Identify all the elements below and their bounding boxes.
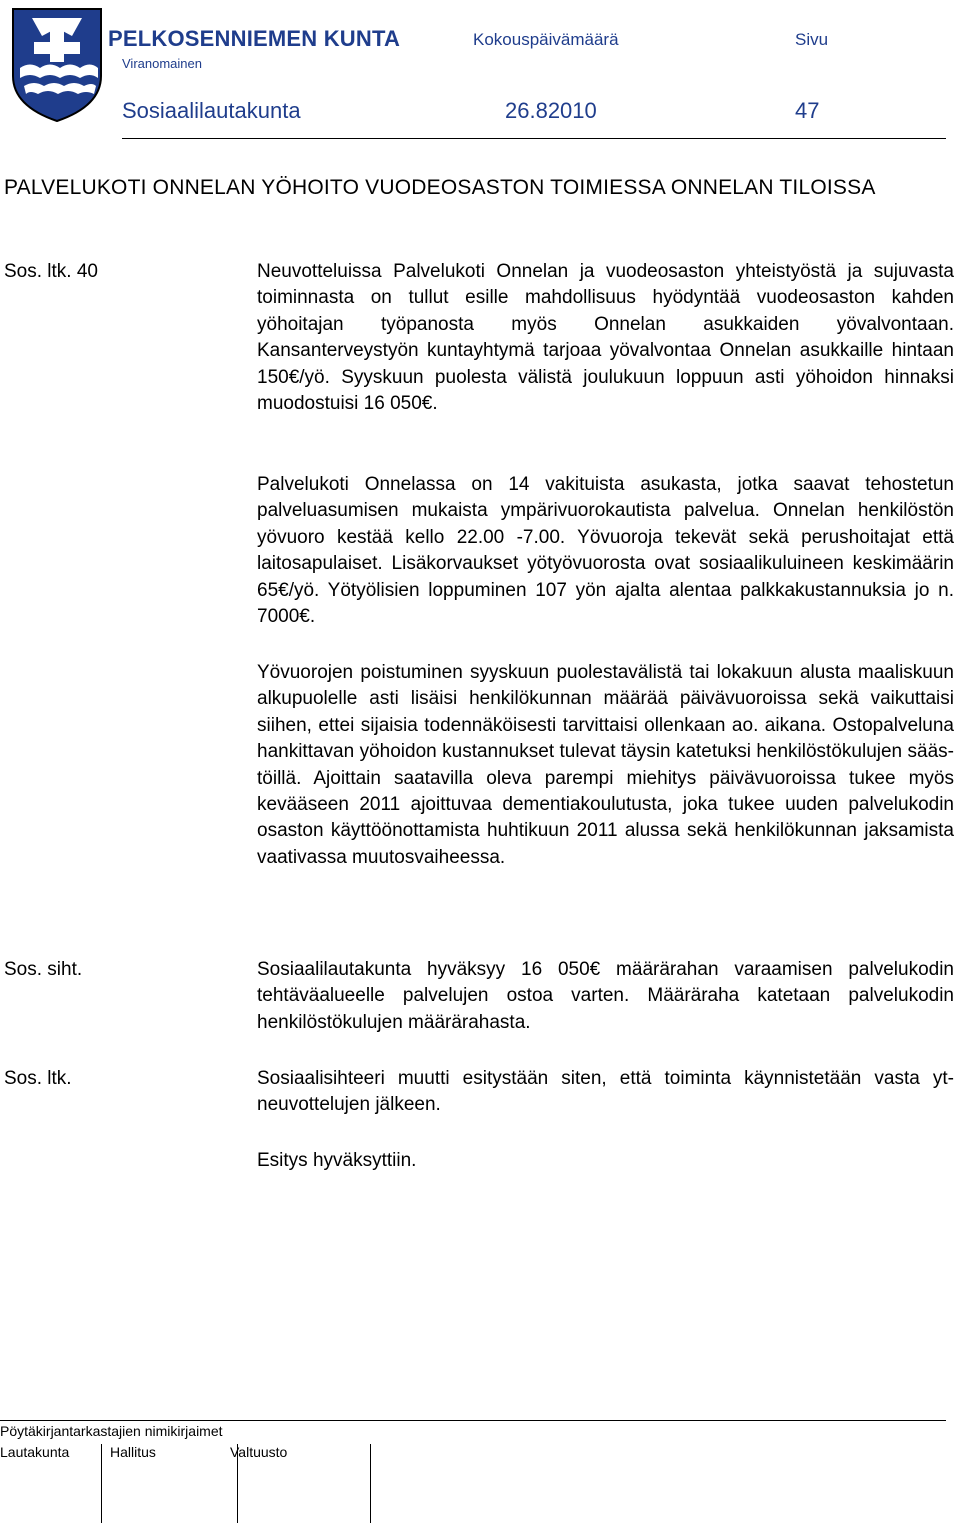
page-label: Sivu <box>795 30 829 49</box>
page-number: 47 <box>795 98 820 123</box>
organization-name: PELKOSENNIEMEN KUNTA <box>108 26 401 51</box>
municipal-coat-of-arms-icon <box>10 6 104 124</box>
header-divider <box>122 138 946 139</box>
footer-column-divider <box>237 1444 238 1523</box>
section-label: Sos. ltk. 40 <box>4 261 98 282</box>
body-paragraph-1: Neuvotteluissa Palvelukoti Onnelan ja vuodeosaston yhteistyöstä ja sujuvasta toiminnasta on tullut esille mahdollisuus hyödyntää vuodeosaston kahden yöhoitajan työpanosta myös Onnelan asukkaiden yövalvontaan. Kansanterveystyön kuntayhtymä tarjoaa yövalvontaa Onnelan asukkaille hintaan 150€/yö. Syyskuun puolesta välistä joulukuun loppuun asti yöhoidon hinnaksi muodostuisi 16 050€. <box>257 261 954 415</box>
footer-column-valtuusto: Valtuusto <box>230 1444 288 1460</box>
meeting-date-label: Kokouspäivämäärä <box>473 30 619 49</box>
meeting-date: 26.82010 <box>505 98 597 123</box>
footer-column-lautakunta: Lautakunta <box>0 1444 70 1460</box>
body-paragraph-2: Palvelukoti Onnelassa on 14 vakituista asukasta, jotka saavat tehostetun palveluasumisen mukaista ympärivuorokautista palvelua. Onnelan henkilöstön yövuoro kestää kello 22.00 -7.00. Yövuoroja tekevät sekä perushoitajat että laitosapulaiset. Lisäkorvaukset yötyövuorosta ovat sosiaalikuluineen keskimäärin 65€/yö. Yötyölisien loppuminen 107 yön ajalta alentaa palkkakustannuksia jo n. 7000€. <box>257 474 954 628</box>
body-paragraph-3: Yövuorojen poistuminen syyskuun puolestavälistä tai lokakuun alusta maaliskuun alkupuolelle asti lisäisi henkilökunnan määrää päivävuoroissa sekä vaikuttaisi siihen, ettei sijaisia todennäköisesti tarvittaisi ollenkaan ao. aikana. Ostopalveluna hankittavan yöhoidon kustannukset tulevat täysin katetuksi henkilöstökulujen säästöillä. Ajoittain saatavilla oleva parempi miehitys päivävuoroissa tukee myös kevääseen 2011 ajoittuvaa dementiakoulutusta, joka tukee uuden palvelukodin osaston käyttöönottamista huhtikuun 2011 alussa sekä henkilökunnan jaksamista vaativassa muutosvaiheessa. <box>257 662 954 868</box>
proposal-label: Sos. siht. <box>4 959 83 980</box>
footer-initials-label: Pöytäkirjantarkastajien nimikirjaimet <box>0 1423 223 1439</box>
decision-text: Sosiaalisihteeri muutti esitystään siten, että toiminta käynnistetään vasta yt-neuvottelujen jälkeen. <box>257 1068 954 1116</box>
document-title: PALVELUKOTI ONNELAN YÖHOITO VUODEOSASTON TOIMIESSA ONNELAN TILOISSA <box>4 176 876 199</box>
footer-column-hallitus: Hallitus <box>110 1444 156 1460</box>
authority-label: Viranomainen <box>122 56 202 71</box>
footer-column-divider <box>101 1444 102 1523</box>
authority-name: Sosiaalilautakunta <box>122 98 301 123</box>
decision-label: Sos. ltk. <box>4 1068 72 1089</box>
proposal-text: Sosiaalilautakunta hyväksyy 16 050€ määrärahan varaamisen palvelukodin tehtäväalueelle palvelujen ostoa varten. Määräraha katetaan palvelukodin henkilöstökulujen määrärahasta. <box>257 959 954 1033</box>
footer-column-divider <box>370 1444 371 1523</box>
footer-divider <box>0 1420 946 1421</box>
closing-statement: Esitys hyväksyttiin. <box>257 1150 417 1171</box>
